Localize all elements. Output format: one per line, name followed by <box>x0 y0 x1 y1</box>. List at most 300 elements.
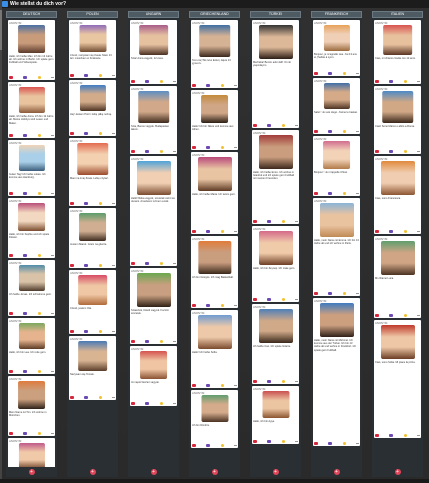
more-icon[interactable] <box>356 443 359 444</box>
post-card[interactable] <box>313 298 360 446</box>
post-author: ANONYM <box>70 81 83 85</box>
heart-icon[interactable] <box>70 202 74 205</box>
post-card[interactable] <box>8 260 55 316</box>
post-image[interactable] <box>77 143 109 175</box>
star-icon[interactable] <box>404 230 407 233</box>
heart-icon[interactable] <box>253 298 257 301</box>
star-icon[interactable] <box>38 370 41 373</box>
post-card[interactable] <box>313 20 360 76</box>
heart-icon[interactable] <box>375 230 379 233</box>
add-post-button[interactable]: + <box>91 469 94 475</box>
post-image[interactable] <box>18 443 44 467</box>
star-icon[interactable] <box>404 80 407 83</box>
more-icon[interactable] <box>51 77 54 78</box>
post-image[interactable] <box>79 213 107 241</box>
post-card[interactable] <box>130 86 177 154</box>
add-post-button[interactable]: + <box>335 469 338 475</box>
more-icon[interactable] <box>234 147 237 148</box>
reaction-bar <box>314 129 359 133</box>
post-image[interactable] <box>18 145 44 171</box>
post-image[interactable] <box>259 25 293 59</box>
post-text: Cześć, nazywam się Kasia. Mam 13 lat i mieszkam w Krakowie. <box>70 54 112 61</box>
post-author: ANONYM <box>314 299 327 303</box>
column-header[interactable]: GRIECHENLAND <box>189 11 240 18</box>
post-author: ANONYM <box>192 237 205 241</box>
star-icon[interactable] <box>404 150 407 153</box>
post-card[interactable] <box>191 390 238 448</box>
post-image[interactable] <box>199 25 231 57</box>
comment-icon[interactable] <box>145 80 149 83</box>
post-card[interactable] <box>69 208 116 268</box>
post-image[interactable] <box>320 203 354 237</box>
post-image[interactable] <box>381 241 415 275</box>
comment-icon[interactable] <box>389 80 393 83</box>
post-text: Szia, Bence vagyok. Budapesten lakom. <box>131 124 170 131</box>
post-image[interactable] <box>259 135 293 169</box>
scrollbar-thumb[interactable] <box>0 10 2 50</box>
star-icon[interactable] <box>38 254 41 257</box>
heart-icon[interactable] <box>253 220 257 223</box>
heart-icon[interactable] <box>70 132 74 135</box>
star-icon[interactable] <box>160 262 163 265</box>
heart-icon[interactable] <box>192 146 196 149</box>
heart-icon[interactable] <box>253 124 257 127</box>
comment-icon[interactable] <box>84 396 88 399</box>
column-header[interactable]: DEUTSCH <box>6 11 57 18</box>
post-card[interactable] <box>8 438 55 467</box>
post-card[interactable] <box>252 20 299 128</box>
heart-icon[interactable] <box>131 262 135 265</box>
post-image[interactable] <box>79 25 106 52</box>
post-card[interactable] <box>130 20 177 84</box>
comment-icon[interactable] <box>84 74 88 77</box>
post-image[interactable] <box>140 351 168 379</box>
post-text: Cześć, jestem Ola. <box>70 306 92 310</box>
post-image[interactable] <box>79 85 105 111</box>
more-icon[interactable] <box>51 255 54 256</box>
more-icon[interactable] <box>295 221 298 222</box>
comment-icon[interactable] <box>84 132 88 135</box>
column-4 <box>250 11 301 477</box>
post-author: ANONYM <box>375 157 388 161</box>
comment-icon[interactable] <box>328 442 332 445</box>
post-image[interactable] <box>198 157 232 191</box>
post-card[interactable] <box>374 156 421 234</box>
star-icon[interactable] <box>221 304 224 307</box>
heart-icon[interactable] <box>9 192 13 195</box>
column-1 <box>67 11 118 477</box>
more-icon[interactable] <box>234 231 237 232</box>
post-author: ANONYM <box>314 199 327 203</box>
scrollbar[interactable] <box>0 0 2 483</box>
post-image[interactable] <box>381 161 415 195</box>
more-icon[interactable] <box>356 293 359 294</box>
post-image[interactable] <box>78 275 108 305</box>
comment-icon[interactable] <box>145 262 149 265</box>
heart-icon[interactable] <box>314 292 318 295</box>
post-card[interactable] <box>313 136 360 196</box>
add-post-button[interactable]: + <box>274 469 277 475</box>
more-icon[interactable] <box>112 133 115 134</box>
comment-icon[interactable] <box>145 150 149 153</box>
post-author: ANONYM <box>253 387 266 391</box>
post-card[interactable] <box>374 236 421 318</box>
post-image[interactable] <box>201 95 229 123</box>
comment-icon[interactable] <box>267 124 271 127</box>
comment-icon[interactable] <box>23 76 27 79</box>
post-image[interactable] <box>18 265 44 291</box>
post-card[interactable] <box>252 130 299 224</box>
heart-icon[interactable] <box>70 74 74 77</box>
post-author: ANONYM <box>70 139 83 143</box>
star-icon[interactable] <box>38 134 41 137</box>
column-header[interactable]: FRANKREICH <box>311 11 362 18</box>
post-text: Jó napot! Eszter vagyok. <box>131 380 160 384</box>
post-author: ANONYM <box>192 391 205 395</box>
more-icon[interactable] <box>234 85 237 86</box>
comment-icon[interactable] <box>145 402 149 405</box>
more-icon[interactable] <box>234 305 237 306</box>
comment-icon[interactable] <box>328 192 332 195</box>
post-image[interactable] <box>78 341 108 371</box>
comment-icon[interactable] <box>206 146 210 149</box>
column-header[interactable]: POLEN <box>67 11 118 18</box>
heart-icon[interactable] <box>375 80 379 83</box>
post-text: Hallo, ich heiße Maria. Ich tanze gern. <box>192 193 236 196</box>
post-card[interactable] <box>69 336 116 400</box>
post-text: Salut ! Je suis Hugo. J'aime le basket. <box>314 111 358 115</box>
comment-icon[interactable] <box>23 134 27 137</box>
more-icon[interactable] <box>173 81 176 82</box>
post-image[interactable] <box>198 315 232 349</box>
comment-icon[interactable] <box>267 220 271 223</box>
star-icon[interactable] <box>38 312 41 315</box>
post-author: ANONYM <box>314 137 327 141</box>
add-post-button[interactable]: + <box>213 469 216 475</box>
reaction-bar <box>253 379 298 383</box>
column-header[interactable]: UNGARN <box>128 11 179 18</box>
post-card[interactable] <box>374 86 421 154</box>
more-icon[interactable] <box>112 203 115 204</box>
comment-icon[interactable] <box>23 432 27 435</box>
post-image[interactable] <box>323 25 349 51</box>
heart-icon[interactable] <box>192 444 196 447</box>
post-image[interactable] <box>259 309 293 343</box>
star-icon[interactable] <box>221 230 224 233</box>
post-image[interactable] <box>18 203 46 231</box>
post-image[interactable] <box>138 91 170 123</box>
post-card[interactable] <box>69 80 116 136</box>
post-card[interactable] <box>191 20 238 88</box>
star-icon[interactable] <box>99 330 102 333</box>
post-text: Ciao! Sono Marco e abito a Roma. <box>375 124 415 128</box>
more-icon[interactable] <box>173 403 176 404</box>
heart-icon[interactable] <box>131 150 135 153</box>
star-icon[interactable] <box>99 202 102 205</box>
more-icon[interactable] <box>295 381 298 382</box>
post-text: Hallo, ich bin Sophie und ich spiele Klavier. <box>9 232 50 240</box>
add-post-button[interactable]: + <box>30 469 33 475</box>
post-image[interactable] <box>18 87 44 113</box>
comment-icon[interactable] <box>84 202 88 205</box>
post-text: Guten Tag! Ich heiße Lukas. Ich komme aus Hamburg. <box>9 173 46 180</box>
post-image[interactable] <box>137 161 171 195</box>
star-icon[interactable] <box>343 442 346 445</box>
reaction-bar <box>375 229 420 233</box>
post-author: ANONYM <box>131 87 144 91</box>
comment-icon[interactable] <box>23 254 27 257</box>
heart-icon[interactable] <box>192 304 196 307</box>
comment-icon[interactable] <box>206 384 210 387</box>
post-card[interactable] <box>130 156 177 266</box>
post-card[interactable] <box>374 20 421 84</box>
heart-icon[interactable] <box>314 442 318 445</box>
heart-icon[interactable] <box>192 384 196 387</box>
star-icon[interactable] <box>343 292 346 295</box>
comment-icon[interactable] <box>389 434 393 437</box>
add-post-button[interactable]: + <box>396 469 399 475</box>
heart-icon[interactable] <box>9 370 13 373</box>
star-icon[interactable] <box>282 298 285 301</box>
more-icon[interactable] <box>234 445 237 446</box>
heart-icon[interactable] <box>253 380 257 383</box>
post-text: Hallo! Ich bin Nikos und komme aus Athen. <box>192 124 234 132</box>
heart-icon[interactable] <box>314 130 318 133</box>
post-card[interactable] <box>8 198 55 258</box>
star-icon[interactable] <box>99 132 102 135</box>
heart-icon[interactable] <box>375 150 379 153</box>
star-icon[interactable] <box>99 74 102 77</box>
column-header[interactable]: TÜRKEI <box>250 11 301 18</box>
add-post-button[interactable]: + <box>152 469 155 475</box>
post-image[interactable] <box>323 83 349 109</box>
comment-icon[interactable] <box>389 150 393 153</box>
more-icon[interactable] <box>173 263 176 264</box>
star-icon[interactable] <box>282 380 285 383</box>
post-image[interactable] <box>381 325 415 359</box>
comment-icon[interactable] <box>206 84 210 87</box>
post-card[interactable] <box>191 90 238 150</box>
star-icon[interactable] <box>38 76 41 79</box>
more-icon[interactable] <box>173 151 176 152</box>
more-icon[interactable] <box>356 131 359 132</box>
post-card[interactable] <box>252 304 299 384</box>
heart-icon[interactable] <box>314 72 318 75</box>
star-icon[interactable] <box>38 432 41 435</box>
star-icon[interactable] <box>404 314 407 317</box>
reaction-bar <box>253 297 298 301</box>
heart-icon[interactable] <box>9 312 13 315</box>
post-card[interactable] <box>252 226 299 302</box>
comment-icon[interactable] <box>206 444 210 447</box>
post-image[interactable] <box>18 25 46 53</box>
post-image[interactable] <box>262 391 289 418</box>
star-icon[interactable] <box>343 72 346 75</box>
post-author: ANONYM <box>375 237 388 241</box>
post-card[interactable] <box>69 270 116 334</box>
heart-icon[interactable] <box>131 340 135 343</box>
more-icon[interactable] <box>417 435 420 436</box>
reaction-bar <box>9 133 54 137</box>
post-text: Mi chiamo Luca. <box>375 277 394 280</box>
post-author: ANONYM <box>9 141 22 145</box>
post-card[interactable] <box>191 152 238 234</box>
comment-icon[interactable] <box>267 380 271 383</box>
star-icon[interactable] <box>221 444 224 447</box>
post-image[interactable] <box>201 395 228 422</box>
comment-icon[interactable] <box>206 230 210 233</box>
star-icon[interactable] <box>160 340 163 343</box>
more-icon[interactable] <box>417 315 420 316</box>
comment-icon[interactable] <box>389 314 393 317</box>
star-icon[interactable] <box>221 84 224 87</box>
heart-icon[interactable] <box>70 264 74 267</box>
comment-icon[interactable] <box>328 292 332 295</box>
comment-icon[interactable] <box>84 264 88 267</box>
heart-icon[interactable] <box>375 314 379 317</box>
more-icon[interactable] <box>51 433 54 434</box>
star-icon[interactable] <box>99 264 102 267</box>
more-icon[interactable] <box>112 331 115 332</box>
star-icon[interactable] <box>160 150 163 153</box>
heart-icon[interactable] <box>314 192 318 195</box>
post-card[interactable] <box>374 320 421 438</box>
post-text: Merhaba! Benim adım Elif. On iki yaşındayım. <box>253 61 291 68</box>
more-icon[interactable] <box>356 193 359 194</box>
column-cards <box>69 20 116 467</box>
post-text: Hallo, mein Name ist Mehmet. Ich komme aus der Türkei. Ich bin 13 Jahre alt und wohne in Frankfurt. Ich spiele gern Fußball. <box>314 339 357 352</box>
post-card[interactable] <box>8 20 55 80</box>
post-author: ANONYM <box>253 227 266 231</box>
star-icon[interactable] <box>221 384 224 387</box>
more-icon[interactable] <box>295 125 298 126</box>
star-icon[interactable] <box>282 440 285 443</box>
star-icon[interactable] <box>99 396 102 399</box>
comment-icon[interactable] <box>84 330 88 333</box>
post-image[interactable] <box>382 91 414 123</box>
more-icon[interactable] <box>112 75 115 76</box>
post-author: ANONYM <box>192 21 205 25</box>
more-icon[interactable] <box>417 231 420 232</box>
post-text: Hallo, mein Name ist Emma. Ich bin 13 Jahre alt und ich wohne in Paris. <box>314 239 359 246</box>
heart-icon[interactable] <box>131 402 135 405</box>
more-icon[interactable] <box>51 193 54 194</box>
more-icon[interactable] <box>295 299 298 300</box>
more-icon[interactable] <box>417 151 420 152</box>
post-card[interactable] <box>8 376 55 436</box>
post-card[interactable] <box>130 268 177 344</box>
post-author: ANONYM <box>253 305 266 309</box>
post-card[interactable] <box>313 198 360 296</box>
star-icon[interactable] <box>160 80 163 83</box>
more-icon[interactable] <box>173 341 176 342</box>
post-card[interactable] <box>69 138 116 206</box>
more-icon[interactable] <box>356 73 359 74</box>
post-card[interactable] <box>69 20 116 78</box>
post-image[interactable] <box>18 381 46 409</box>
heart-icon[interactable] <box>131 80 135 83</box>
post-card[interactable] <box>8 140 55 196</box>
comment-icon[interactable] <box>267 298 271 301</box>
comment-icon[interactable] <box>328 130 332 133</box>
more-icon[interactable] <box>112 265 115 266</box>
post-image[interactable] <box>320 303 354 337</box>
more-icon[interactable] <box>234 385 237 386</box>
post-card[interactable] <box>252 386 299 444</box>
reaction-bar <box>9 191 54 195</box>
star-icon[interactable] <box>343 192 346 195</box>
post-text: Γεια σας! Με λένε Ελένη. Είμαι 13 χρονών. <box>192 58 231 65</box>
post-image[interactable] <box>198 241 231 274</box>
star-icon[interactable] <box>343 130 346 133</box>
more-icon[interactable] <box>417 81 420 82</box>
post-card[interactable] <box>8 82 55 138</box>
more-icon[interactable] <box>51 135 54 136</box>
post-card[interactable] <box>313 78 360 134</box>
more-icon[interactable] <box>112 397 115 398</box>
star-icon[interactable] <box>160 402 163 405</box>
heart-icon[interactable] <box>192 84 196 87</box>
heart-icon[interactable] <box>9 254 13 257</box>
reaction-bar <box>314 441 359 445</box>
post-author: ANONYM <box>131 269 144 273</box>
post-image[interactable] <box>323 141 351 169</box>
post-image[interactable] <box>139 25 169 55</box>
post-card[interactable] <box>191 236 238 308</box>
post-image[interactable] <box>137 273 171 307</box>
column-header[interactable]: ITALIEN <box>372 11 423 18</box>
post-text: Bonjour ! Je m'appelle Chloé. <box>314 170 348 174</box>
post-card[interactable] <box>8 318 55 374</box>
comment-icon[interactable] <box>267 440 271 443</box>
column-cards <box>374 20 421 467</box>
post-image[interactable] <box>259 231 293 265</box>
heart-icon[interactable] <box>192 230 196 233</box>
star-icon[interactable] <box>282 220 285 223</box>
heart-icon[interactable] <box>253 440 257 443</box>
post-image[interactable] <box>383 25 413 55</box>
star-icon[interactable] <box>38 192 41 195</box>
reaction-bar <box>253 123 298 127</box>
heart-icon[interactable] <box>9 134 13 137</box>
comment-icon[interactable] <box>23 192 27 195</box>
reaction-bar <box>9 431 54 435</box>
comment-icon[interactable] <box>145 340 149 343</box>
post-card[interactable] <box>191 310 238 388</box>
post-author: ANONYM <box>70 209 83 213</box>
heart-icon[interactable] <box>70 396 74 399</box>
star-icon[interactable] <box>404 434 407 437</box>
heart-icon[interactable] <box>70 330 74 333</box>
star-icon[interactable] <box>282 124 285 127</box>
more-icon[interactable] <box>51 371 54 372</box>
more-icon[interactable] <box>295 441 298 442</box>
post-card[interactable] <box>130 346 177 406</box>
comment-icon[interactable] <box>23 312 27 315</box>
more-icon[interactable] <box>51 313 54 314</box>
column-cards <box>313 20 360 467</box>
comment-icon[interactable] <box>328 72 332 75</box>
comment-icon[interactable] <box>206 304 210 307</box>
heart-icon[interactable] <box>9 76 13 79</box>
post-text: Ciao, mi chiamo Giulia. Ho 12 anni. <box>375 56 416 60</box>
heart-icon[interactable] <box>9 432 13 435</box>
comment-icon[interactable] <box>389 230 393 233</box>
star-icon[interactable] <box>221 146 224 149</box>
heart-icon[interactable] <box>375 434 379 437</box>
post-image[interactable] <box>18 323 44 349</box>
comment-icon[interactable] <box>23 370 27 373</box>
